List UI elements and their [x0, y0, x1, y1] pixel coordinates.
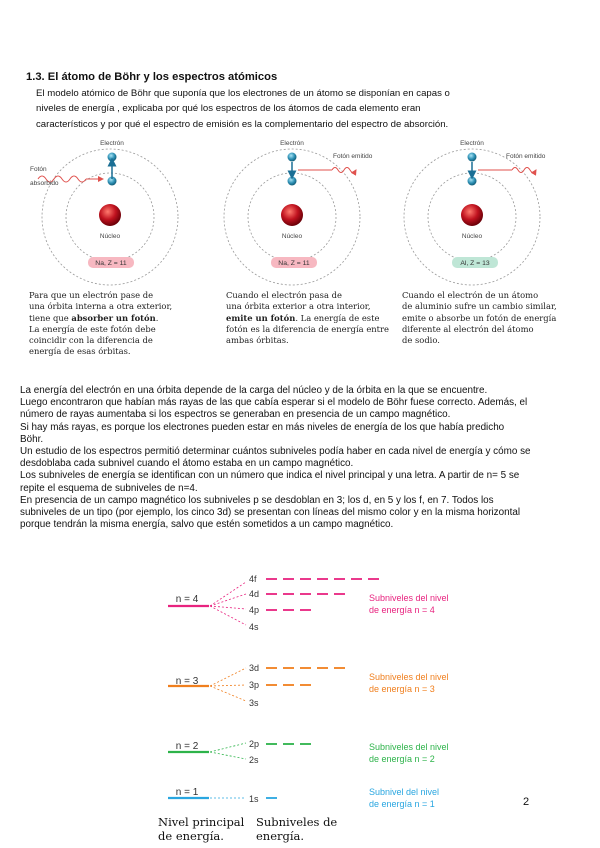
body-line: Los subniveles de energía se identifican con un número que indica el nivel principal y una letra. A partir de n= 5 se: [20, 470, 520, 482]
element-badge: Al, Z = 13: [460, 260, 490, 267]
level-label: n = 4: [175, 594, 199, 605]
photon-label: Fotón emitido: [333, 153, 373, 160]
sublevel-label: 4s: [249, 622, 259, 632]
caption-line: tiene que absorber un fotón.: [29, 312, 159, 323]
connector: [210, 594, 246, 606]
level-description: de energía n = 1: [369, 799, 435, 809]
caption-line: Cuando el electrón de un átomo: [402, 290, 539, 300]
caption-line: una órbita interna a otra exterior,: [29, 301, 173, 312]
sublevel-label: 4d: [249, 589, 260, 599]
connector: [210, 685, 246, 686]
caption-line: Para que un electrón pase de: [29, 290, 154, 300]
body-line: La energía del electrón en una órbita depende de la carga del núcleo y de la órbita en la que se encuentre.: [20, 385, 488, 396]
caption-line: coincidir con la diferencia de: [29, 335, 153, 346]
level-description: de energía n = 3: [369, 684, 435, 694]
photon-label: Fotón: [30, 166, 47, 173]
level-description: Subniveles del nivel: [369, 593, 449, 603]
connector: [210, 743, 246, 752]
sublevel-label: 2s: [249, 755, 259, 765]
nucleus: [281, 204, 303, 226]
photon-wave: [332, 168, 356, 173]
sublevel-label: 2p: [249, 739, 260, 749]
caption-line: diferente al electrón del átomo: [402, 323, 534, 334]
body-line: Böhr.: [20, 433, 44, 445]
level-description: Subniveles del nivel: [369, 742, 449, 752]
intro-line: niveles de energía , explicaba por qué los espectros de los átomos de cada elemento eran: [36, 103, 421, 115]
electron-inner: [288, 177, 297, 186]
nucleus-label: Núcleo: [461, 233, 483, 240]
nucleus-label: Núcleo: [99, 233, 121, 240]
connector: [210, 686, 246, 701]
caption-line: de aluminio sufre un cambio similar,: [402, 301, 557, 312]
electron-label: Electrón: [460, 140, 484, 147]
body-paragraph: [20, 385, 590, 531]
caption-emission-al: [402, 290, 557, 346]
level-n2: [168, 739, 449, 765]
level-n4: [168, 574, 449, 632]
label-principal-level: [158, 815, 244, 843]
caption-line: una órbita exterior a otra interior,: [226, 301, 371, 312]
body-line: subniveles de un tipo (por ejemplo, los cinco 3d) se presentan con líneas del mismo color y en la misma horizontal: [20, 507, 521, 519]
electron-label: Electrón: [280, 140, 304, 147]
electron-inner: [468, 177, 477, 186]
connector: [210, 668, 246, 686]
caption-absorption: [29, 290, 172, 358]
body-line: Si hay más rayas, es porque los electrones pueden estar en más niveles de energía de los que había predicho: [20, 421, 505, 433]
level-n3: [168, 663, 449, 708]
label-line: energía.: [256, 829, 305, 843]
body-line: En presencia de un campo magnético los subniveles p se desdoblan en 3; los d, en 5 y los f, en 7. Todos los: [20, 494, 494, 506]
body-line: Un estudio de los espectros permitió determinar cuántos subniveles podía haber en cada nivel de energía y cómo se: [20, 446, 531, 458]
body-line: Luego encontraron que habían más rayas de las que cabía esperar si el modelo de Böhr fuese correcto. Además, el: [20, 397, 528, 409]
page-number: 2: [523, 796, 530, 808]
level-label: n = 3: [175, 676, 199, 687]
caption-line: emite un fotón. La energía de este: [226, 312, 380, 323]
body-line: desdoblaba cada subnivel cuando el átomo estaba en un campo magnético.: [20, 458, 354, 470]
intro-line: característicos y por qué el espectro de emisión es la complementario del espectro de absorción.: [36, 118, 449, 130]
photon-wave: [512, 168, 536, 173]
label-line: Subniveles de: [256, 815, 338, 829]
nucleus-label: Núcleo: [281, 233, 303, 240]
connector: [210, 752, 246, 759]
element-badge: Na, Z = 11: [278, 260, 310, 267]
bohr-atoms-figure: [0, 0, 600, 290]
caption-line: La energía de este fotón debe: [29, 323, 156, 334]
electron-outer: [108, 153, 117, 162]
element-badge: Na, Z = 11: [95, 260, 127, 267]
label-sublevels: [256, 815, 337, 843]
atom-emission-al: [404, 140, 546, 285]
level-description: de energía n = 4: [369, 605, 435, 615]
caption-line: energía de esas órbitas.: [29, 346, 131, 357]
body-line: número de rayas aumentaba si los espectros se generaban en presencia de un campo magnético.: [20, 409, 451, 421]
caption-line: Cuando el electrón pasa de: [226, 290, 342, 300]
label-line: de energía.: [158, 829, 224, 843]
nucleus: [99, 204, 121, 226]
sublevel-label: 1s: [249, 794, 259, 804]
sublevel-label: 4p: [249, 605, 260, 615]
caption-emission-na: [226, 290, 389, 346]
caption-line: fotón es la diferencia de energía entre: [226, 323, 389, 334]
level-description: de energía n = 2: [369, 754, 435, 764]
level-n1: [168, 787, 439, 809]
sublevel-label: 3d: [249, 663, 260, 673]
nucleus: [461, 204, 483, 226]
sublevel-label: 3s: [249, 698, 259, 708]
energy-levels-diagram: [0, 565, 600, 815]
intro-line: El modelo atómico de Böhr que suponía que los electrones de un átomo se disponían en capas o: [36, 88, 450, 99]
connector: [210, 582, 246, 606]
caption-line: emite o absorbe un fotón de energía: [402, 312, 557, 323]
caption-line: ambas órbitas.: [226, 335, 289, 346]
electron-label: Electrón: [100, 140, 124, 147]
atom-emission-na: [224, 140, 373, 285]
atom-absorption: [30, 140, 178, 285]
level-description: Subniveles del nivel: [369, 672, 449, 682]
body-line: porque tendrán la misma energía, salvo que estén sometidos a un campo magnético.: [20, 519, 394, 531]
level-label: n = 1: [175, 787, 199, 798]
label-line: Nivel principal: [158, 815, 245, 829]
level-description: Subnivel del nivel: [369, 787, 440, 797]
electron-outer: [288, 153, 297, 162]
caption-line: de sodio.: [402, 335, 440, 346]
photon-label: absorbido: [30, 180, 59, 187]
photon-label: Fotón emitido: [506, 153, 546, 160]
connector: [210, 606, 246, 625]
sublevel-label: 4f: [249, 574, 257, 584]
body-line: repite el esquema de subniveles de n=4.: [20, 482, 198, 494]
sublevel-label: 3p: [249, 680, 260, 690]
level-label: n = 2: [175, 741, 199, 752]
electron-outer: [468, 153, 477, 162]
section-title: 1.3. El átomo de Böhr y los espectros atómicos: [26, 71, 278, 83]
